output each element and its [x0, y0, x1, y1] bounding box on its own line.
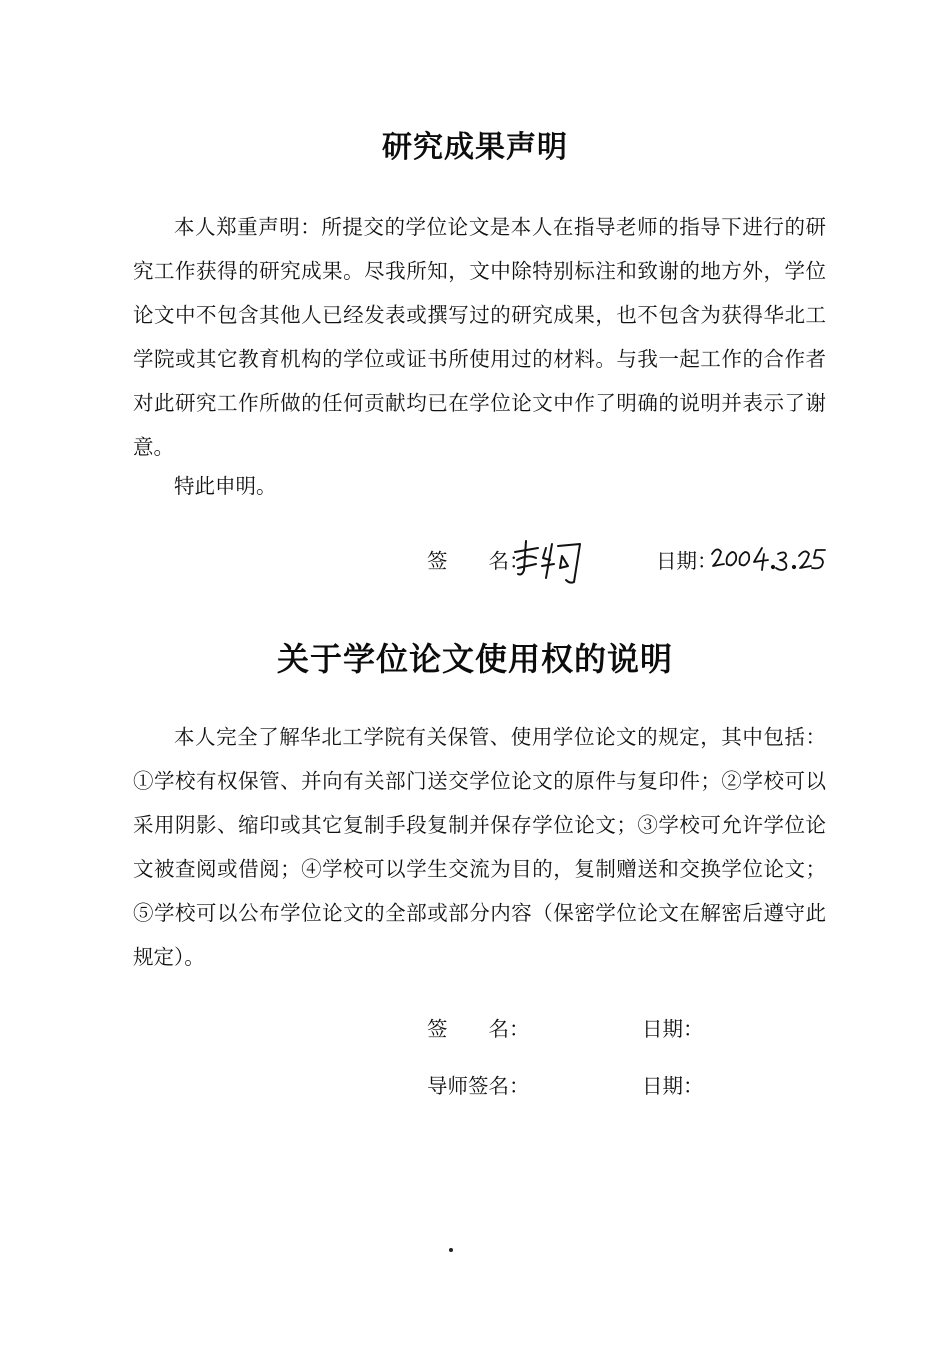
declaration-body: 本人郑重声明：所提交的学位论文是本人在指导老师的指导下进行的研究工作获得的研究成果。尽我所知，文中除特别标注和致谢的地方外，学位论文中不包含其他人已经发表或撰写过的研究成果，也不包含为获得华北工学院或其它教育机构的学位或证书所使用过的材料。与我一起工作的合作者对此研究工作所做的任何贡献均已在学位论文中作了明确的说明并表示了谢意。 [133, 215, 826, 459]
page-dot [449, 1248, 453, 1252]
usage-body: 本人完全了解华北工学院有关保管、使用学位论文的规定，其中包括：①学校有权保管、并向有关部门送交学位论文的原件与复印件；②学校可以采用阴影、缩印或其它复制手段复制并保存学位论文；③学校可允许学位论文被查阅或借阅；④学校可以学生交流为目的，复制赠送和交换学位论文；⑤学校可以公布学位论文的全部或部分内容（保密学位论文在解密后遵守此规定）。 [133, 725, 826, 969]
declaration-signature-label: 签 名： [427, 549, 530, 573]
handwritten-date [710, 544, 828, 574]
usage-signature-label: 签 名： [427, 1017, 530, 1041]
handwritten-signature [512, 538, 584, 586]
usage-date-label: 日期： [642, 1017, 704, 1041]
declaration-closing: 特此申明。 [174, 474, 277, 498]
declaration-title: 研究成果声明 [382, 130, 568, 165]
usage-title: 关于学位论文使用权的说明 [276, 640, 673, 678]
declaration-date-label: 日期： [656, 549, 718, 573]
advisor-date-label: 日期： [642, 1074, 704, 1098]
advisor-signature-label: 导师签名： [427, 1074, 530, 1098]
